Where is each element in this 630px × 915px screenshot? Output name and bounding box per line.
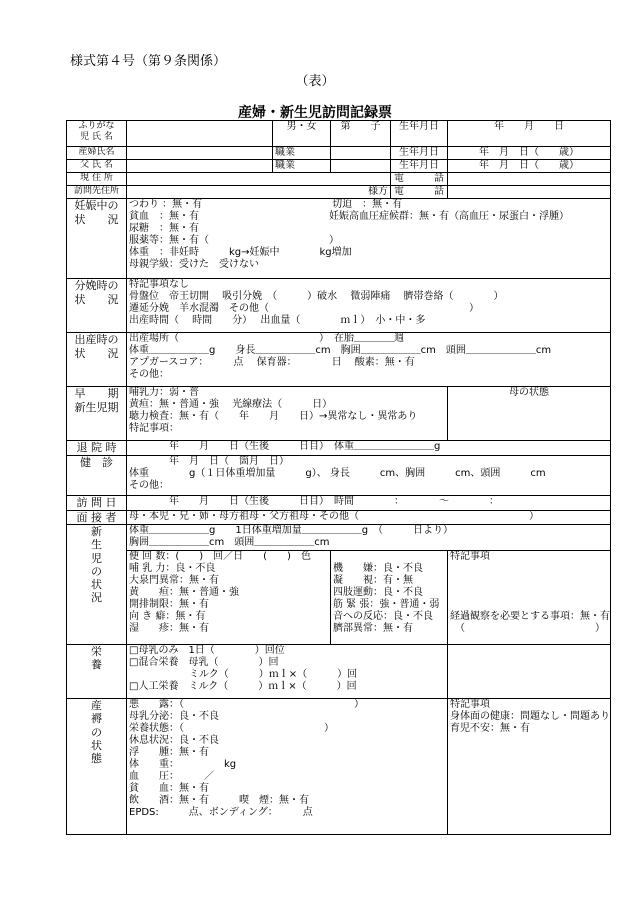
nutrition-remarks-box[interactable] xyxy=(448,645,611,699)
mother-job-label: 職業 xyxy=(273,147,331,160)
postpartum-line: 休息状況：良・不良 xyxy=(129,735,219,747)
discharge-label: 退 院 時 xyxy=(67,441,127,456)
postpartum-line: 母乳分泌：良・不良 xyxy=(129,711,219,723)
interviewer-label: 面 接 者 xyxy=(67,510,127,525)
mother-state-title: 母の状態 xyxy=(509,387,549,398)
postpartum-remark-line: 育児不安：無・有 xyxy=(450,723,530,735)
newborn-measure-line: 体重＿＿＿＿＿＿g 1日体重増加量＿＿＿＿＿＿g （ 日より） xyxy=(129,525,454,537)
delivery-line: 特記事項なし xyxy=(129,279,189,290)
postpartum-remarks-box[interactable] xyxy=(448,699,611,835)
postpartum-line: 飲 酒：無・有 喫 煙：無・有 xyxy=(129,795,309,807)
visit-tel-field[interactable] xyxy=(448,186,611,199)
visit-record-form xyxy=(66,120,611,835)
row-delivery xyxy=(67,279,611,333)
newborn-item: 凝 視：有・無 xyxy=(333,575,413,587)
father-name-label: 父 氏 名 xyxy=(67,160,127,173)
postpartum-line: 血 圧： ／ xyxy=(129,771,214,783)
checkup-line: 年 月 日（ 箇月 日） xyxy=(129,455,289,467)
postpartum-line: 浮 腫：無・有 xyxy=(129,747,209,759)
sex-field[interactable]: 男・女 xyxy=(273,121,331,147)
postpartum-remark-line: 特記事項 xyxy=(450,699,490,711)
mother-name-field[interactable] xyxy=(127,147,273,160)
nutrition-line: ミルク（ ）ｍｌ×（ ）回 xyxy=(129,669,358,681)
row-newborn-measure xyxy=(67,525,611,551)
birth-order-field[interactable]: 第 子 xyxy=(331,121,391,147)
address-label: 現 住 所 xyxy=(67,173,127,186)
newborn-item: 筋 緊 張：強・普通・弱 xyxy=(333,599,440,611)
front-side-label: （表） xyxy=(295,74,335,89)
early-line: 聴力検査：無・有（ 年 月 日）→異常なし・異常あり xyxy=(129,411,418,422)
early-line: 黄疸：無・普通・強 光線療法（ 日） xyxy=(129,399,333,410)
newborn-item: 四肢運動：良・不良 xyxy=(333,587,423,599)
row-mother xyxy=(67,147,611,160)
father-birth-label: 生年月日 xyxy=(391,160,448,173)
child-name-field[interactable] xyxy=(127,121,273,147)
child-name-label: ふりがな 児 氏 名 xyxy=(67,121,127,147)
birth-line: その他： xyxy=(129,369,169,380)
checkup-line: 体重 g（１日体重増加量 g）、 身長 cm、胸囲 cm、頭囲 cm xyxy=(129,467,546,479)
visit-date-label: 訪 問 日 xyxy=(67,495,127,510)
birth-label: 出産時の 状 況 xyxy=(67,333,127,387)
address-tel-label: 電 話 xyxy=(391,173,448,186)
row-child-name xyxy=(67,121,611,147)
row-interviewer xyxy=(67,510,611,525)
early-label: 早 期 新生児期 xyxy=(67,387,127,441)
newborn-item xyxy=(333,551,445,563)
pregnancy-line: 母親学級：受けた 受けない xyxy=(129,259,259,270)
postpartum-remark-line: 身体面の健康：問題なし・問題あり xyxy=(450,711,610,723)
discharge-content[interactable]: 年 月 日（生後 日目） 体重＿＿＿＿＿＿＿＿g xyxy=(127,441,611,456)
form-number: 様式第４号（第９条関係） xyxy=(70,54,227,69)
postpartum-label: 産褥の状態 xyxy=(67,699,127,835)
mother-birth-label: 生年月日 xyxy=(391,147,448,160)
early-content[interactable] xyxy=(127,387,448,441)
row-visit-date xyxy=(67,495,611,510)
row-checkup xyxy=(67,455,611,495)
mother-job-field[interactable] xyxy=(331,147,391,160)
father-birth-field[interactable]: 年 月 日（ 歳） xyxy=(448,160,611,173)
nutrition-line: □混合栄養 母乳（ ）回 xyxy=(129,657,279,669)
nutrition-line: □人工栄養 ミルク（ ）ｍｌ×（ ）回 xyxy=(129,681,357,693)
row-early-neonatal xyxy=(67,387,611,441)
newborn-remark-line: （ ） xyxy=(450,623,605,635)
row-pregnancy xyxy=(67,199,611,279)
nutrition-label: 栄養 xyxy=(67,645,127,699)
delivery-label: 分娩時の 状 況 xyxy=(67,279,127,333)
row-discharge xyxy=(67,441,611,456)
nutrition-content[interactable] xyxy=(127,645,448,699)
newborn-remark-line: 特記事項 xyxy=(450,551,490,563)
nutrition-line: □母乳のみ 1日（ ）回位 xyxy=(129,645,285,657)
birth-line: アプガースコア： 点 保育器： 日 酸素：無・有 xyxy=(129,357,415,368)
mother-birth-field[interactable]: 年 月 日（ 歳） xyxy=(448,147,611,160)
row-visit-address xyxy=(67,186,611,199)
address-field[interactable] xyxy=(127,173,391,186)
mother-state-box[interactable] xyxy=(448,387,611,441)
row-father xyxy=(67,160,611,173)
checkup-content[interactable] xyxy=(127,455,611,495)
pregnancy-line: 貧血 ：無・有 妊娠高血圧症候群：無・有（高血圧・尿蛋白・浮腫） xyxy=(129,211,569,222)
newborn-item: 哺 乳 力：良・不良 xyxy=(129,563,216,575)
visit-tel-label: 電 話 xyxy=(391,186,448,199)
birth-content[interactable] xyxy=(127,333,611,387)
newborn-item: 臍部異常：無・有 xyxy=(333,623,413,635)
pregnancy-line: つわり ：無・有 切迫 ：無・有 xyxy=(129,199,403,210)
newborn-item: 大泉門異常：無・有 xyxy=(129,575,219,587)
form-title: 産婦・新生児訪問記録票 xyxy=(238,105,392,121)
pregnancy-line: 服薬等：無・有（ ） xyxy=(129,235,339,246)
newborn-item: 音への反応：良・不良 xyxy=(333,611,433,623)
mother-name-label: 産婦氏名 xyxy=(67,147,127,160)
newborn-remarks-box[interactable] xyxy=(448,551,611,645)
visit-address-label: 訪問先住所 xyxy=(67,186,127,199)
pregnancy-line: 尿糖 ：無・有 xyxy=(129,223,199,234)
sama-label: 様方 xyxy=(368,186,388,197)
checkup-label: 健 診 xyxy=(67,455,127,495)
father-job-field[interactable] xyxy=(331,160,391,173)
newborn-item: 黄 疸：無・普通・強 xyxy=(129,587,239,599)
newborn-remark-line: 経過観察を必要とする事項：無・有 xyxy=(450,611,610,623)
newborn-label: 新生児の状況 xyxy=(67,525,127,645)
row-newborn-status xyxy=(67,551,611,645)
postpartum-line: 体 重： kg xyxy=(129,759,237,771)
newborn-mid-content[interactable] xyxy=(331,551,448,645)
row-address xyxy=(67,173,611,186)
postpartum-content[interactable] xyxy=(127,699,448,835)
row-postpartum xyxy=(67,699,611,835)
newborn-item: 機 嫌：良・不良 xyxy=(333,563,423,575)
pregnancy-label: 妊娠中の 状 況 xyxy=(67,199,127,279)
pregnancy-line: 体重 ：非妊時 kg→妊娠中 kg増加 xyxy=(129,247,352,258)
row-birth xyxy=(67,333,611,387)
visit-address-field[interactable] xyxy=(127,186,391,199)
pregnancy-content[interactable] xyxy=(127,199,611,279)
newborn-left-content[interactable] xyxy=(127,551,331,645)
birth-line: 出産場所（ ） 在胎＿＿＿＿週 xyxy=(129,333,404,344)
postpartum-line: EPDS: 点、ボンディング： 点 xyxy=(129,807,313,819)
early-line: 特記事項： xyxy=(129,423,179,434)
newborn-item: 湿 疹：無・有 xyxy=(129,623,209,635)
checkup-line: その他： xyxy=(129,479,169,491)
child-birth-field[interactable]: 年 月 日 xyxy=(448,121,611,147)
child-birth-label: 生年月日 xyxy=(391,121,448,147)
newborn-item: 向 き 癖：無・有 xyxy=(129,611,206,623)
father-name-field[interactable] xyxy=(127,160,273,173)
newborn-item: 便 回 数：( ) 回／日 ( ) 色 xyxy=(129,551,311,563)
row-nutrition xyxy=(67,645,611,699)
father-job-label: 職業 xyxy=(273,160,331,173)
postpartum-line: 悪 露：（ ） xyxy=(129,699,364,711)
newborn-measure-line: 胸囲＿＿＿＿＿＿cm 頭囲＿＿＿＿＿＿cm xyxy=(129,537,330,549)
birth-line: 体重＿＿＿＿＿＿g 身長＿＿＿＿＿＿cm 胸囲＿＿＿＿＿＿cm 頭囲＿＿＿＿＿＿＿cm xyxy=(129,345,552,356)
visit-date-content[interactable]: 年 月 日（生後 日目） 時間 ： 〜 ： xyxy=(127,495,611,510)
interviewer-content[interactable]: 母・本児・兄・姉・母方祖母・父方祖母・その他（ ） xyxy=(127,510,611,525)
early-line: 哺乳力：弱・普 xyxy=(129,387,199,398)
address-tel-field[interactable] xyxy=(448,173,611,186)
delivery-line: 骨盤位 帝王切開 吸引分娩 （ ）破水 微弱陣痛 臍帯巻絡（ ） xyxy=(129,291,504,302)
newborn-item: 開排制限：無・有 xyxy=(129,599,209,611)
postpartum-line: 貧 血：無・有 xyxy=(129,783,209,795)
delivery-content[interactable] xyxy=(127,279,611,333)
delivery-line: 遷延分娩 羊水混濁 その他（ ） xyxy=(129,303,479,314)
newborn-measure-content[interactable] xyxy=(127,525,611,551)
postpartum-line: 栄養状態：（ ） xyxy=(129,723,334,735)
delivery-line: 出産時間（ 時間 分） 出血量（ ｍｌ） 小・中・多 xyxy=(129,315,426,326)
